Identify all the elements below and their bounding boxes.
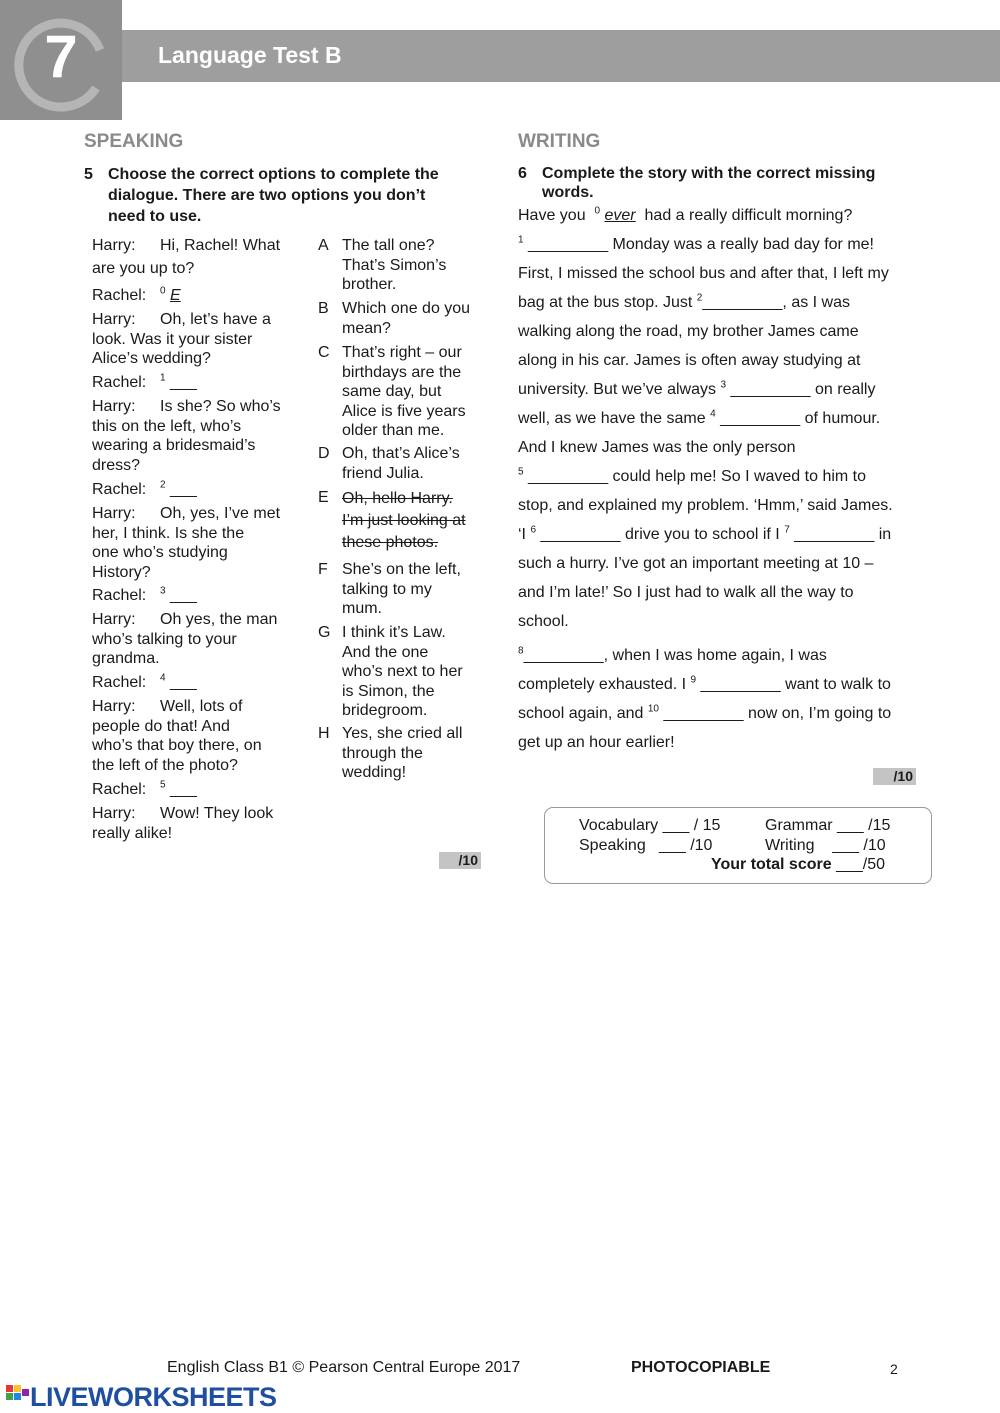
option-text-line: Alice is five years bbox=[342, 402, 466, 420]
option-text-line: friend Julia. bbox=[342, 464, 424, 482]
dialogue-text: dress? bbox=[92, 456, 141, 474]
option-letter: E bbox=[318, 489, 329, 506]
story-text: bag at the bus stop. Just bbox=[518, 294, 697, 311]
option-text bbox=[342, 560, 488, 619]
option-text-line: mum. bbox=[342, 600, 382, 617]
dialogue-text-row bbox=[92, 417, 302, 437]
total-score-label: Your total score bbox=[711, 856, 832, 873]
dialogue-line bbox=[92, 697, 302, 775]
dialogue-text-row bbox=[92, 780, 302, 800]
dialogue-text-row bbox=[92, 804, 302, 824]
option-text-line: Yes, she cried all bbox=[342, 725, 463, 742]
story-line bbox=[518, 410, 880, 428]
dialogue-text-row bbox=[92, 697, 302, 717]
story-line bbox=[518, 439, 795, 457]
option-text-line: I’m just looking at bbox=[342, 512, 466, 529]
option-letter: C bbox=[318, 344, 330, 361]
footer-photocopiable: PHOTOCOPIABLE bbox=[631, 1359, 771, 1376]
option-text-line: older than me. bbox=[342, 422, 445, 439]
dialogue-text-row bbox=[92, 504, 302, 524]
task-text-line: Choose the correct options to complete the bbox=[108, 166, 439, 183]
option-text-line: She’s on the left, bbox=[342, 561, 461, 578]
option-text-line: Oh, that’s Alice’s bbox=[342, 445, 460, 462]
dialogue-line bbox=[92, 780, 302, 800]
speaker-name: Harry: bbox=[92, 505, 136, 522]
speaking-section-title: SPEAKING bbox=[84, 131, 184, 152]
dialogue-text-row bbox=[92, 310, 302, 330]
option-e bbox=[318, 488, 488, 554]
story-text: such a hurry. I’ve got an important meeting at 10 – bbox=[518, 555, 874, 572]
gap-number: 3 bbox=[720, 379, 727, 391]
gap-number: 1 bbox=[518, 234, 524, 246]
gap-number: 4 bbox=[710, 408, 716, 420]
dialogue-text: the left of the photo? bbox=[92, 756, 238, 774]
gap-number: 2 bbox=[696, 292, 703, 304]
option-text bbox=[342, 488, 488, 554]
speaker-name: Rachel: bbox=[92, 781, 147, 798]
gap-number: 0 bbox=[160, 285, 166, 297]
option-letter: D bbox=[318, 445, 330, 462]
writing-total-score: Writing ___ /10 bbox=[765, 837, 886, 854]
liveworksheets-logo: LIVEWORKSHEETS bbox=[30, 1382, 277, 1412]
story-text: well, as we have the same bbox=[518, 410, 711, 427]
dialogue-text-row bbox=[92, 717, 302, 737]
gap-number: 10 bbox=[647, 703, 659, 715]
dialogue-text: look. Was it your sister bbox=[92, 330, 253, 348]
answer-blank: ___ bbox=[170, 587, 197, 604]
story-text: _________ want to walk to bbox=[696, 676, 891, 693]
option-text-line: brother. bbox=[342, 276, 397, 293]
option-text bbox=[342, 623, 488, 721]
total-score-value: ___/50 bbox=[836, 856, 886, 873]
answer-blank: ___ bbox=[170, 674, 197, 691]
speaker-name: Harry: bbox=[92, 398, 136, 415]
option-text bbox=[342, 343, 488, 441]
story-line bbox=[518, 207, 852, 225]
gap-number: 2 bbox=[160, 479, 166, 491]
dialogue-text-row bbox=[92, 259, 302, 279]
example-answer: E bbox=[170, 287, 181, 304]
gap-number: 0 bbox=[594, 205, 601, 217]
gap-number: 1 bbox=[160, 372, 166, 384]
dialogue-text-row bbox=[92, 373, 302, 393]
story-text: completely exhausted. I bbox=[518, 676, 691, 693]
speaker-name: Rachel: bbox=[92, 481, 147, 498]
story-text: First, I missed the school bus and after that, I left my bbox=[518, 265, 889, 282]
task-text-line: need to use. bbox=[108, 208, 202, 225]
total-score bbox=[711, 856, 885, 874]
speaker-name: Rachel: bbox=[92, 587, 147, 604]
story-line bbox=[518, 497, 893, 515]
dialogue-text: who’s talking to your bbox=[92, 630, 237, 648]
option-g bbox=[318, 623, 488, 721]
task-text-line: dialogue. There are two options you don’t bbox=[108, 187, 426, 204]
story-line bbox=[518, 526, 891, 544]
story-text: _________ now on, I’m going to bbox=[659, 705, 892, 722]
story-line bbox=[518, 613, 569, 631]
option-text-line: And the one bbox=[342, 643, 429, 661]
story-text: _________ on really bbox=[726, 381, 876, 398]
option-letter: A bbox=[318, 237, 329, 254]
dialogue-line bbox=[92, 397, 302, 475]
task-text-line: Complete the story with the correct missing bbox=[542, 165, 876, 182]
dialogue-text: people do that! And bbox=[92, 717, 230, 735]
story-text: had a really difficult morning? bbox=[635, 207, 853, 224]
dialogue-line bbox=[92, 586, 302, 606]
liveworksheets-logo-icon bbox=[6, 1385, 30, 1405]
speaking-score: /10 bbox=[439, 852, 481, 869]
task-text bbox=[542, 164, 938, 202]
dialogue-line bbox=[92, 310, 302, 369]
option-text-line: bridegroom. bbox=[342, 702, 428, 719]
gap-number: 8 bbox=[518, 645, 524, 657]
writing-task-instruction bbox=[518, 164, 938, 202]
speaking-total-score: Speaking ___ /10 bbox=[579, 837, 713, 854]
option-text-line: Oh, hello Harry. bbox=[342, 490, 453, 507]
dialogue-line bbox=[92, 373, 302, 393]
story-text: _________ Monday was a really bad day for me! bbox=[523, 236, 874, 253]
dialogue-text-row bbox=[92, 349, 302, 369]
option-text bbox=[342, 236, 488, 295]
dialogue-line bbox=[92, 504, 302, 582]
story-text: ‘I bbox=[518, 526, 531, 543]
story-text: _________ in bbox=[789, 526, 892, 543]
story-text: university. But we’ve always bbox=[518, 381, 721, 398]
dialogue-text: one who’s studying bbox=[92, 544, 228, 561]
dialogue-text-row bbox=[92, 563, 302, 583]
dialogue-text-row bbox=[92, 586, 302, 606]
example-answer: ever bbox=[604, 207, 636, 224]
task-text-line: words. bbox=[542, 184, 594, 201]
story-line bbox=[518, 468, 866, 486]
dialogue-line bbox=[92, 480, 302, 500]
task-number: 6 bbox=[518, 165, 527, 182]
speaker-name: Harry: bbox=[92, 311, 136, 328]
story-text: _________ could help me! So I waved to him to bbox=[523, 468, 867, 485]
option-text bbox=[342, 724, 488, 783]
footer-copyright: English Class B1 © Pearson Central Europe 2017 bbox=[167, 1359, 521, 1376]
dialogue-text-row bbox=[92, 330, 302, 350]
dialogue-text-row bbox=[92, 756, 302, 776]
option-text-line: That’s right – our bbox=[342, 344, 462, 361]
option-a bbox=[318, 236, 488, 295]
option-text-line: who’s next to her bbox=[342, 663, 463, 680]
dialogue-text-row bbox=[92, 824, 302, 844]
score-summary-box bbox=[544, 807, 932, 884]
task-number: 5 bbox=[84, 166, 93, 183]
page-title: Language Test B bbox=[158, 42, 342, 68]
option-text-line: same day, but bbox=[342, 383, 442, 400]
option-text-line: wedding! bbox=[342, 764, 407, 781]
option-text-line: through the bbox=[342, 744, 423, 762]
speaker-name: Harry: bbox=[92, 611, 136, 628]
option-d bbox=[318, 444, 488, 483]
speaking-task-instruction bbox=[84, 164, 484, 227]
option-f bbox=[318, 560, 488, 619]
dialogue-text: Is she? So who’s bbox=[160, 398, 281, 415]
dialogue-text: Well, lots of bbox=[160, 698, 243, 715]
dialogue-text: this on the left, who’s bbox=[92, 417, 242, 435]
dialogue-text-row bbox=[92, 524, 302, 544]
gap-number: 9 bbox=[690, 674, 697, 686]
grammar-score: Grammar ___ /15 bbox=[765, 817, 891, 834]
dialogue-text-row bbox=[92, 480, 302, 500]
dialogue-text-row bbox=[92, 456, 302, 476]
option-text-line: Which one do you bbox=[342, 300, 471, 317]
option-h bbox=[318, 724, 488, 783]
option-text-line: mean? bbox=[342, 319, 391, 337]
story-line bbox=[518, 647, 827, 665]
dialogue-text: History? bbox=[92, 563, 151, 581]
dialogue-text: Hi, Rachel! What bbox=[160, 237, 281, 254]
story-text: school again, and bbox=[518, 705, 648, 722]
dialogue-text: Oh, let’s have a bbox=[160, 311, 271, 328]
gap-number: 7 bbox=[784, 524, 790, 536]
story-text: And I knew James was the only person bbox=[518, 439, 796, 456]
page-number: 2 bbox=[890, 1361, 898, 1377]
story-text: _________, when I was home again, I was bbox=[523, 647, 827, 664]
dialogue-line bbox=[92, 804, 302, 843]
option-b bbox=[318, 299, 488, 338]
story-text: stop, and explained my problem. ‘Hmm,’ said James. bbox=[518, 497, 893, 514]
gap-number: 4 bbox=[160, 672, 166, 684]
option-text-line: talking to my bbox=[342, 580, 432, 598]
story-text: school. bbox=[518, 613, 569, 630]
story-text: _________ of humour. bbox=[715, 410, 881, 427]
task-text bbox=[108, 164, 484, 227]
story-text: along in his car. James is often away studying at bbox=[518, 352, 861, 369]
gap-number: 6 bbox=[530, 524, 537, 536]
option-letter: H bbox=[318, 725, 330, 742]
dialogue-text-row bbox=[92, 649, 302, 669]
dialogue-text: really alike! bbox=[92, 824, 173, 842]
answer-blank: ___ bbox=[170, 374, 197, 391]
dialogue-text-row bbox=[92, 436, 302, 456]
dialogue-text-row bbox=[92, 286, 302, 306]
option-letter: F bbox=[318, 561, 328, 578]
story-line bbox=[518, 236, 874, 254]
story-text: _________ drive you to school if I bbox=[536, 526, 785, 543]
story-line bbox=[518, 265, 889, 283]
speaker-name: Rachel: bbox=[92, 374, 147, 391]
writing-section-title: WRITING bbox=[518, 131, 601, 152]
dialogue-text-row bbox=[92, 610, 302, 630]
dialogue-text: wearing a bridesmaid’s bbox=[92, 437, 256, 454]
option-c bbox=[318, 343, 488, 441]
story-line bbox=[518, 705, 891, 723]
gap-number: 5 bbox=[518, 466, 524, 478]
story-line bbox=[518, 734, 675, 752]
story-line bbox=[518, 381, 875, 399]
dialogue-text: Oh, yes, I’ve met bbox=[160, 505, 281, 522]
dialogue-line bbox=[92, 236, 302, 278]
story-text: Have you bbox=[518, 207, 595, 224]
dialogue-text-row bbox=[92, 630, 302, 650]
dialogue-text: Wow! They look bbox=[160, 805, 274, 822]
dialogue-text: her, I think. Is she the bbox=[92, 524, 245, 542]
gap-number: 5 bbox=[160, 779, 166, 791]
option-text-line: is Simon, the bbox=[342, 682, 435, 700]
writing-score: /10 bbox=[873, 768, 916, 785]
option-text-line: these photos. bbox=[342, 534, 439, 551]
dialogue-line bbox=[92, 286, 302, 306]
option-text bbox=[342, 444, 488, 483]
story-text: get up an hour earlier! bbox=[518, 734, 675, 751]
story-text: and I’m late!’ So I just had to walk all the way to bbox=[518, 584, 854, 601]
option-letter: G bbox=[318, 624, 331, 641]
dialogue-text: Alice’s wedding? bbox=[92, 350, 211, 367]
story-line bbox=[518, 294, 850, 312]
speaker-name: Harry: bbox=[92, 698, 136, 715]
option-letter: B bbox=[318, 300, 329, 317]
story-text: _________, as I was bbox=[702, 294, 851, 311]
option-text-line: The tall one? bbox=[342, 237, 435, 254]
dialogue-text: who’s that boy there, on bbox=[92, 737, 262, 754]
dialogue-text-row bbox=[92, 673, 302, 693]
story-line bbox=[518, 555, 873, 573]
option-text-line: That’s Simon’s bbox=[342, 256, 447, 274]
answer-blank: ___ bbox=[170, 481, 197, 498]
story-line bbox=[518, 584, 854, 602]
story-line bbox=[518, 352, 860, 370]
option-text-line: birthdays are the bbox=[342, 363, 462, 381]
header-bar bbox=[0, 30, 1000, 82]
dialogue-line bbox=[92, 610, 302, 669]
dialogue-text: are you up to? bbox=[92, 259, 195, 277]
option-text bbox=[342, 299, 488, 338]
unit-number: 7 bbox=[44, 23, 78, 90]
speaker-name: Harry: bbox=[92, 237, 136, 254]
dialogue-text-row bbox=[92, 736, 302, 756]
dialogue-line bbox=[92, 673, 302, 693]
story-text: walking along the road, my brother James came bbox=[518, 323, 859, 340]
dialogue-text-row bbox=[92, 236, 302, 256]
answer-blank: ___ bbox=[170, 781, 197, 798]
option-text-line: I think it’s Law. bbox=[342, 624, 446, 641]
dialogue-text-row bbox=[92, 397, 302, 417]
speaker-name: Rachel: bbox=[92, 674, 147, 691]
speaker-name: Rachel: bbox=[92, 287, 147, 304]
story-line bbox=[518, 323, 859, 341]
vocabulary-score: Vocabulary ___ / 15 bbox=[579, 817, 721, 834]
gap-number: 3 bbox=[160, 585, 166, 597]
speaker-name: Harry: bbox=[92, 805, 136, 822]
dialogue-text: Oh yes, the man bbox=[160, 611, 278, 628]
dialogue-text: grandma. bbox=[92, 650, 160, 667]
dialogue-text-row bbox=[92, 543, 302, 563]
story-line bbox=[518, 676, 891, 694]
